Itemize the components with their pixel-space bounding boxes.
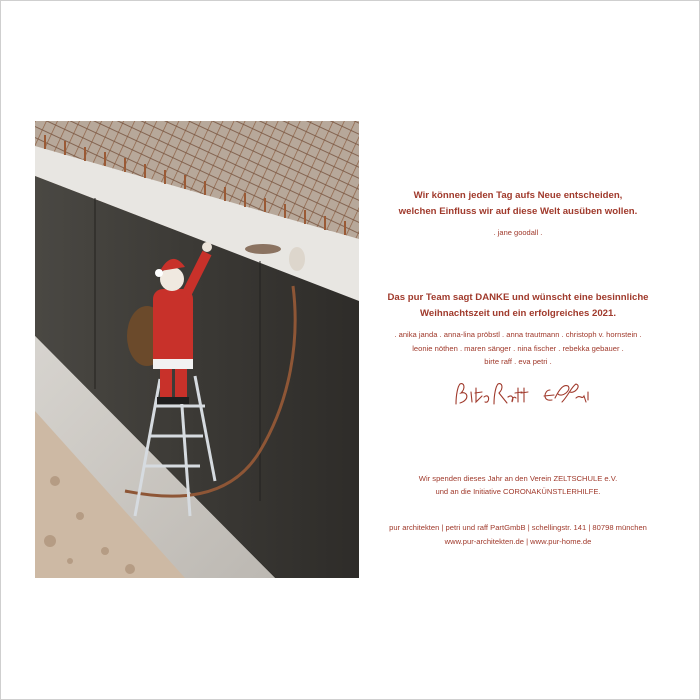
thanks-line: Das pur Team sagt DANKE und wünscht eine besinnliche [387, 292, 649, 303]
donation-line: Wir spenden dieses Jahr an den Verein ZELTSCHULE e.V. [418, 474, 618, 483]
team-list [372, 328, 664, 369]
team-line: birte raff . eva petri . [484, 357, 552, 366]
quote-line: Wir können jeden Tag aufs Neue entscheiden, [413, 190, 623, 201]
quote-line: welchen Einfluss wir auf diese Welt ausüben wollen. [398, 206, 638, 217]
signature-birte-raff [456, 384, 528, 404]
team-line: . anika janda . anna-lina pröbstl . anna trautmann . christoph v. hornstein . [394, 330, 642, 339]
team-line: leonie nöthen . maren sänger . nina fischer . rebekka gebauer . [412, 343, 624, 353]
donation-note [372, 473, 664, 498]
quote-author: . jane goodall . [493, 228, 543, 237]
donation-line: und an die Initiative CORONAKÜNSTLERHILFE. [435, 486, 601, 496]
footer-address: pur architekten | petri und raff PartGmbB | schellingstr. 141 | 80798 münchen [389, 523, 647, 532]
thanks-block [372, 290, 664, 322]
thanks-line: Weihnachtszeit und ein erfolgreiches 2021. [419, 308, 617, 319]
company-footer [372, 521, 664, 549]
signatures [372, 380, 664, 412]
santa-photo [35, 121, 359, 578]
footer-websites: www.pur-architekten.de | www.pur-home.de [444, 537, 592, 546]
signature-eva-petri [544, 384, 588, 402]
photo-illustration [35, 121, 359, 578]
quote-block [372, 188, 664, 220]
